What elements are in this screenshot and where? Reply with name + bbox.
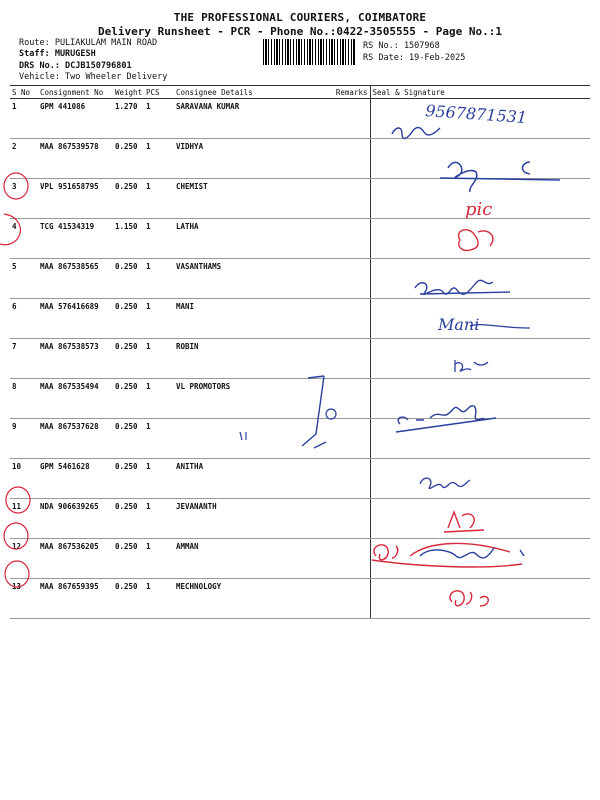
weight-value: 0.250	[113, 299, 144, 339]
company-title: THE PROFESSIONAL COURIERS, COIMBATORE	[173, 11, 427, 24]
consignment-number: MAA 867537628	[38, 419, 113, 459]
table-row	[10, 179, 590, 219]
consignee-name: VL PROMOTORS	[174, 379, 310, 419]
consignee-name: LATHA	[174, 219, 310, 259]
remarks-cell	[310, 339, 370, 379]
pieces-count: 1	[144, 579, 174, 619]
consignee-name: VASANTHAMS	[174, 259, 310, 299]
signature-cell	[370, 459, 590, 499]
consignment-number: TCG 41534319	[38, 219, 113, 259]
pieces-count: 1	[144, 219, 174, 259]
remarks-cell	[310, 99, 370, 139]
signature-cell	[370, 299, 590, 339]
serial-number: 13	[10, 579, 38, 619]
signature-cell	[370, 219, 590, 259]
table-header-row	[10, 86, 590, 99]
serial-number: 5	[10, 259, 38, 299]
serial-number: 8	[10, 379, 38, 419]
consignment-number: MAA 576416689	[38, 299, 113, 339]
staff-label: Staff: MURUGESH	[19, 49, 96, 59]
table-row	[10, 419, 590, 459]
consignment-number: MAA 867538573	[38, 339, 113, 379]
serial-number: 3	[10, 179, 38, 219]
handwritten-name-row-6: Mani	[438, 315, 480, 334]
consignment-number: VPL 951658795	[38, 179, 113, 219]
remarks-cell	[310, 219, 370, 259]
consignee-name: SARAVANA KUMAR	[174, 99, 310, 139]
remarks-cell	[310, 259, 370, 299]
pieces-count: 1	[144, 499, 174, 539]
signature-cell	[370, 99, 590, 139]
signature-cell	[370, 419, 590, 459]
table-row	[10, 219, 590, 259]
signature-cell	[370, 259, 590, 299]
consignee-name: ANITHA	[174, 459, 310, 499]
consignment-number: GPM 5461628	[38, 459, 113, 499]
signature-cell	[370, 139, 590, 179]
consignee-name: ROBIN	[174, 339, 310, 379]
consignee-name: JEVANANTH	[174, 499, 310, 539]
table-row	[10, 339, 590, 379]
remarks-cell	[310, 419, 370, 459]
remarks-cell	[310, 459, 370, 499]
weight-value: 0.250	[113, 459, 144, 499]
consignment-number: MAA 867535494	[38, 379, 113, 419]
pieces-count: 1	[144, 459, 174, 499]
table-row	[10, 579, 590, 619]
serial-number: 4	[10, 219, 38, 259]
serial-number: 6	[10, 299, 38, 339]
consignment-number: NDA 906639265	[38, 499, 113, 539]
column-header: Seal & Signature	[370, 86, 590, 99]
barcode-icon	[263, 39, 355, 65]
serial-number: 9	[10, 419, 38, 459]
consignment-number: MAA 867536205	[38, 539, 113, 579]
pieces-count: 1	[144, 419, 174, 459]
weight-value: 0.250	[113, 339, 144, 379]
rs-number: RS No.: 1507968	[363, 41, 440, 51]
serial-number: 12	[10, 539, 38, 579]
pieces-count: 1	[144, 139, 174, 179]
pieces-count: 1	[144, 99, 174, 139]
column-header: Consignee Details	[174, 86, 310, 99]
runsheet-subtitle: Delivery Runsheet - PCR - Phone No.:0422-3505555 - Page No.:1	[98, 25, 502, 38]
table-row	[10, 99, 590, 139]
serial-number: 7	[10, 339, 38, 379]
handwritten-phone: 9567871531	[424, 101, 528, 128]
red-mark-row-3: pic	[465, 199, 493, 220]
signature-cell	[370, 579, 590, 619]
serial-number: 2	[10, 139, 38, 179]
drs-number: DRS No.: DCJB150796801	[19, 61, 132, 71]
table-row	[10, 139, 590, 179]
column-header: Weight	[115, 87, 143, 97]
remarks-cell	[310, 139, 370, 179]
signature-cell	[370, 339, 590, 379]
weight-value: 0.250	[113, 139, 144, 179]
weight-value: 0.250	[113, 539, 144, 579]
delivery-table	[10, 85, 590, 619]
signature-cell	[370, 179, 590, 219]
consignee-name: MANI	[174, 299, 310, 339]
weight-value: 1.150	[113, 219, 144, 259]
table-row	[10, 539, 590, 579]
table-row	[10, 259, 590, 299]
consignee-name	[174, 419, 310, 459]
column-header: PCS	[144, 86, 174, 99]
consignee-name: CHEMIST	[174, 179, 310, 219]
consignment-number: GPM 441086	[38, 99, 113, 139]
remarks-cell	[310, 379, 370, 419]
pieces-count: 1	[144, 539, 174, 579]
pieces-count: 1	[144, 379, 174, 419]
signature-cell	[370, 539, 590, 579]
remarks-cell	[310, 299, 370, 339]
weight-value: 0.250	[113, 259, 144, 299]
consignment-number: MAA 867659395	[38, 579, 113, 619]
column-header: Remarks	[310, 86, 370, 99]
serial-number: 11	[10, 499, 38, 539]
signature-cell	[370, 379, 590, 419]
remarks-cell	[310, 499, 370, 539]
pieces-count: 1	[144, 259, 174, 299]
remarks-cell	[310, 539, 370, 579]
weight-value: 0.250	[113, 579, 144, 619]
serial-number: 1	[10, 99, 38, 139]
table-row	[10, 299, 590, 339]
pieces-count: 1	[144, 299, 174, 339]
weight-value: 0.250	[113, 419, 144, 459]
weight-value: 0.250	[113, 179, 144, 219]
table-row	[10, 459, 590, 499]
weight-value: 0.250	[113, 499, 144, 539]
weight-value: 0.250	[113, 379, 144, 419]
table-row	[10, 499, 590, 539]
route-label: Route: PULIAKULAM MAIN ROAD	[19, 38, 158, 48]
signature-cell	[370, 499, 590, 539]
pieces-count: 1	[144, 179, 174, 219]
remarks-cell	[310, 179, 370, 219]
consignment-number: MAA 867538565	[38, 259, 113, 299]
serial-number: 10	[10, 459, 38, 499]
consignee-name: MECHNOLOGY	[174, 579, 310, 619]
column-header: S No	[10, 86, 38, 99]
rs-date: RS Date: 19-Feb-2025	[363, 53, 466, 63]
table-row	[10, 379, 590, 419]
remarks-cell	[310, 579, 370, 619]
consignment-number: MAA 867539578	[38, 139, 113, 179]
column-header: Consignment No	[38, 86, 113, 99]
consignee-name: VIDHYA	[174, 139, 310, 179]
pieces-count: 1	[144, 339, 174, 379]
consignee-name: AMMAN	[174, 539, 310, 579]
vehicle-label: Vehicle: Two Wheeler Delivery	[19, 72, 168, 82]
weight-value: 1.270	[113, 99, 144, 139]
